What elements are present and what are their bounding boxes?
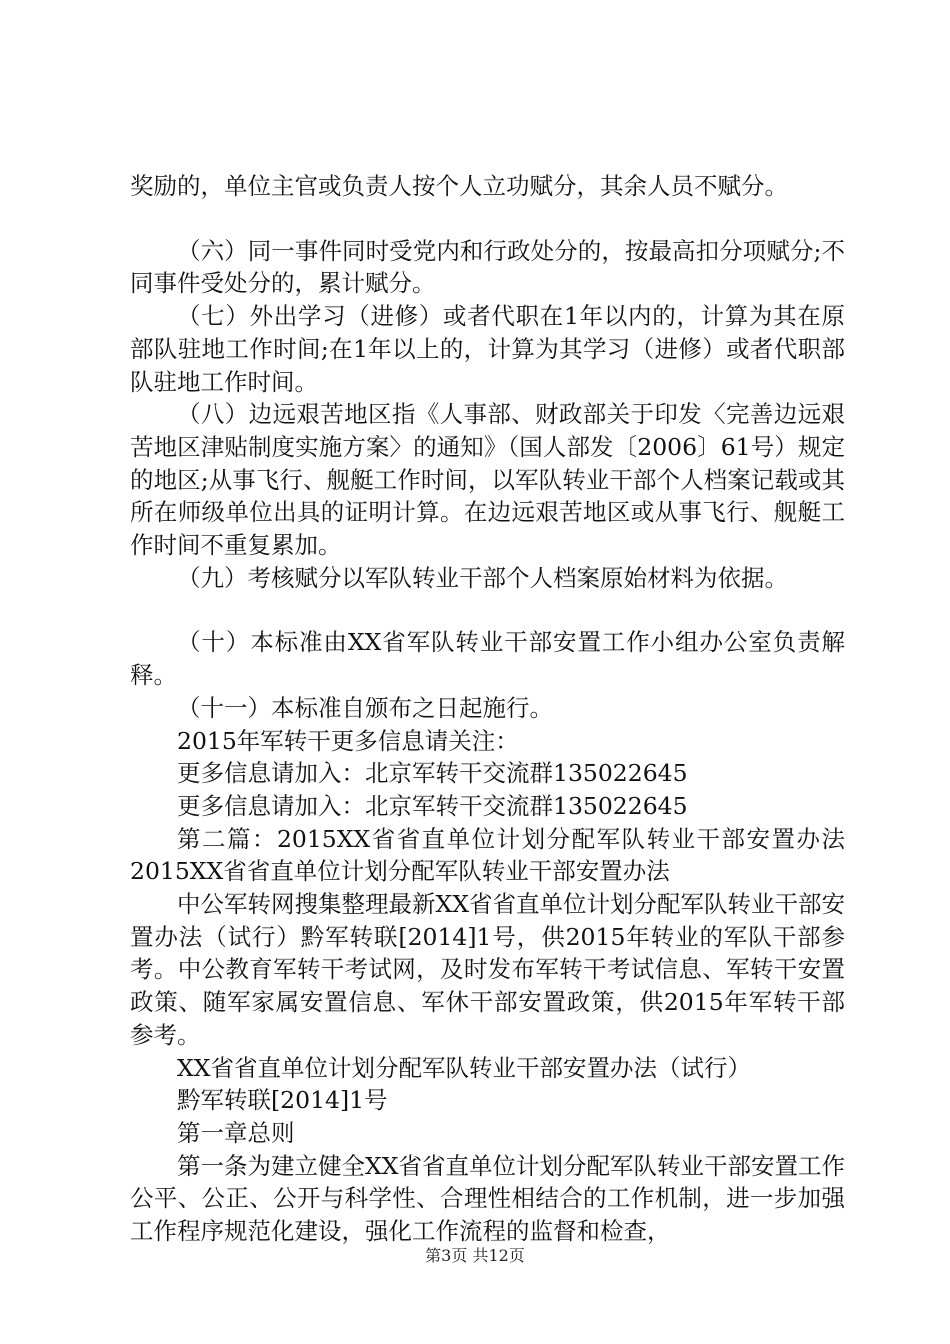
section-two-heading: 第二篇：2015XX省省直单位计划分配军队转业干部安置办法2015XX省省直单位计划分配军队转业干部安置办法 [130, 824, 845, 886]
page-number-footer: 第3页 共12页 [425, 1246, 525, 1265]
paragraph-gap [130, 594, 845, 626]
chapter-heading: 第一章总则 [177, 1118, 295, 1147]
paragraph-gap [130, 203, 845, 235]
article-1: 第一条为建立健全XX省省直单位计划分配军队转业干部安置工作公平、公正、公开与科学性、合理性相结合的工作机制，进一步加强工作程序规范化建设，强化工作流程的监督和检查， [130, 1151, 845, 1246]
clause-8: （八）边远艰苦地区指《人事部、财政部关于印发〈完善边远艰苦地区津贴制度实施方案〉的通知》（国人部发〔2006〕61号）规定的地区;从事飞行、舰艇工作时间，以军队转业干部个人档案记载或其所在师级单位出具的证明计算。在边远艰苦地区或从事飞行、舰艇工作时间不重复累加。 [130, 400, 845, 560]
clause-11: （十一）本标准自颁布之日起施行。 [177, 693, 553, 722]
regulation-title: XX省省直单位计划分配军队转业干部安置办法（试行） [177, 1053, 751, 1082]
paragraph-continuation: 奖励的，单位主官或负责人按个人立功赋分，其余人员不赋分。 [130, 172, 788, 200]
group-join-line: 更多信息请加入：北京军转干交流群135022645 [177, 759, 688, 788]
document-body [130, 170, 845, 1248]
clause-10: （十）本标准由XX省军队转业干部安置工作小组办公室负责解释。 [130, 628, 845, 690]
clause-9: （九）考核赋分以军队转业干部个人档案原始材料为依据。 [177, 563, 788, 592]
info-notice: 2015年军转干更多信息请关注： [177, 726, 519, 755]
document-number: 黔军转联[2014]1号 [177, 1086, 388, 1115]
intro-paragraph: 中公军转网搜集整理最新XX省省直单位计划分配军队转业干部安置办法（试行）黔军转联[2014]1号，供2015年转业的军队干部参考。中公教育军转干考试网，及时发布军转干考试信息、军转干安置政策、随军家属安置信息、军休干部安置政策，供2015年军转干部参考。 [130, 890, 845, 1049]
clause-7: （七）外出学习（进修）或者代职在1年以内的，计算为其在原部队驻地工作时间;在1年以上的，计算为其学习（进修）或者代职部队驻地工作时间。 [130, 302, 845, 396]
group-join-line: 更多信息请加入：北京军转干交流群135022645 [177, 791, 688, 820]
clause-6: （六）同一事件同时受党内和行政处分的，按最高扣分项赋分;不同事件受处分的，累计赋分。 [130, 236, 845, 298]
